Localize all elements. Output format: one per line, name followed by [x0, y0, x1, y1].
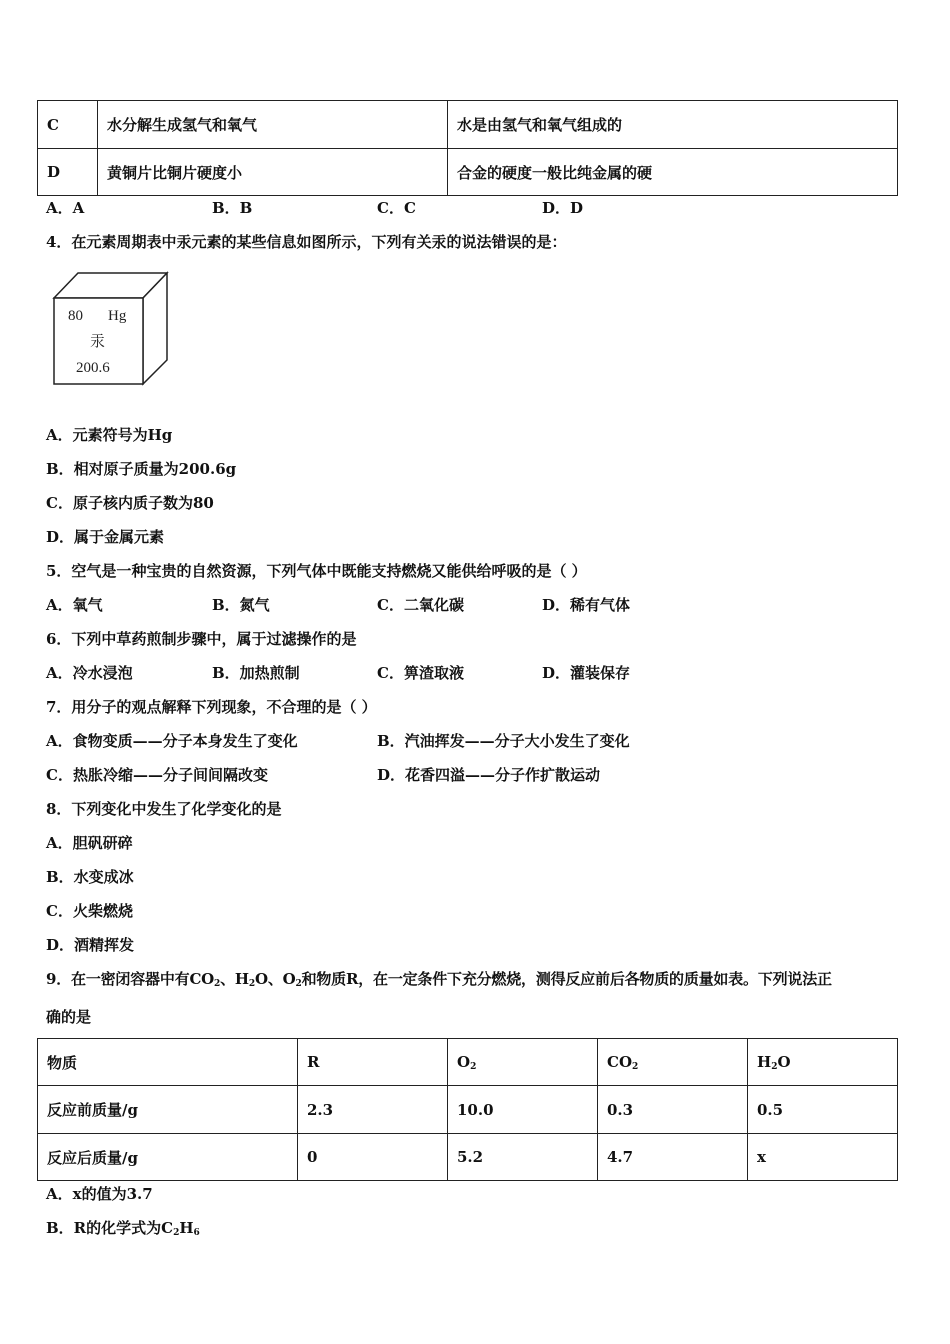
- table-header-row: [38, 1039, 898, 1086]
- q9-stem-subscript: 2: [295, 979, 302, 989]
- q3-option-b: B．B: [212, 199, 253, 217]
- formula-subscript: 2: [173, 1228, 180, 1238]
- formula-part: H: [757, 1053, 772, 1071]
- q7-stem: 7．用分子的观点解释下列现象，不合理的是（ ）: [46, 698, 377, 716]
- q9-stem-part: 和物质R，在一定条件下充分燃烧，测得反应前后各物质的质量如表。下列说法正: [301, 970, 832, 988]
- q8-stem: 8．下列变化中发生了化学变化的是: [46, 800, 282, 818]
- q8-option-c: C．火柴燃烧: [46, 902, 133, 920]
- formula-part: CO: [607, 1053, 633, 1071]
- phenomenon-cell: 黄铜片比铜片硬度小: [98, 149, 448, 196]
- phenomenon-cell: 水分解生成氢气和氧气: [98, 101, 448, 149]
- mass-cell: 0: [298, 1134, 448, 1181]
- explanation-cell: 水是由氢气和氧气组成的: [448, 101, 898, 149]
- q5-option-d: D．稀有气体: [542, 596, 631, 614]
- q7-option-a: A．食物变质——分子本身发生了变化: [46, 732, 298, 750]
- mass-cell: 4.7: [598, 1134, 748, 1181]
- q9-stem-part: O、O: [254, 970, 296, 988]
- q9-stem-subscript: 2: [214, 979, 221, 989]
- q9-stem-part: 9．在一密闭容器中有CO: [46, 970, 215, 988]
- formula-subscript: 2: [470, 1062, 477, 1072]
- q4-option-a: A．元素符号为Hg: [46, 426, 173, 444]
- table-row: [38, 101, 898, 149]
- formula-subscript: 2: [771, 1062, 778, 1072]
- q7-option-b: B．汽油挥发——分子大小发生了变化: [377, 732, 630, 750]
- q6-option-c: C．箅渣取液: [377, 664, 464, 682]
- row-letter: D: [38, 149, 98, 196]
- header-co2: [598, 1039, 748, 1086]
- q7-option-c: C．热胀冷缩——分子间间隔改变: [46, 766, 268, 784]
- table-row: [38, 1086, 898, 1134]
- q8-option-d: D．酒精挥发: [46, 936, 135, 954]
- q8-option-a: A．胆矾研碎: [46, 834, 133, 852]
- mass-cell: 10.0: [448, 1086, 598, 1134]
- formula-part: H: [179, 1219, 194, 1237]
- formula-subscript: 6: [193, 1228, 200, 1238]
- header-r: R: [298, 1039, 448, 1086]
- row-label: 反应后质量/g: [38, 1134, 298, 1181]
- header-substance: 物质: [38, 1039, 298, 1086]
- q5-option-a: A．氧气: [46, 596, 103, 614]
- q9-option-a: A．x的值为3.7: [46, 1185, 153, 1203]
- mass-cell: 2.3: [298, 1086, 448, 1134]
- q5-option-b: B．氮气: [212, 596, 270, 614]
- row-label: 反应前质量/g: [38, 1086, 298, 1134]
- q5-stem: 5．空气是一种宝贵的自然资源，下列气体中既能支持燃烧又能供给呼吸的是（ ）: [46, 562, 587, 580]
- q8-option-b: B．水变成冰: [46, 868, 134, 886]
- q5-option-c: C．二氧化碳: [377, 596, 464, 614]
- header-h2o: [748, 1039, 898, 1086]
- formula-part: O: [777, 1053, 791, 1071]
- atomic-mass: 200.6: [76, 360, 110, 376]
- q6-stem: 6．下列中草药煎制步骤中，属于过滤操作的是: [46, 630, 357, 648]
- row-letter: C: [38, 101, 98, 149]
- q4-stem: 4．在元素周期表中汞元素的某些信息如图所示，下列有关汞的说法错误的是：: [46, 233, 567, 251]
- q4-option-d: D．属于金属元素: [46, 528, 165, 546]
- q6-option-a: A．冷水浸泡: [46, 664, 133, 682]
- q7-option-d: D．花香四溢——分子作扩散运动: [377, 766, 601, 784]
- formula-subscript: 2: [632, 1062, 639, 1072]
- mass-cell: 0.5: [748, 1086, 898, 1134]
- element-symbol: Hg: [108, 308, 127, 324]
- q3-option-c: C．C: [377, 199, 416, 217]
- option-table: [37, 100, 898, 196]
- q3-option-a: A．A: [46, 199, 85, 217]
- atomic-number: 80: [68, 308, 83, 324]
- mass-cell: 5.2: [448, 1134, 598, 1181]
- q9-stem-subscript: 2: [248, 979, 255, 989]
- q4-option-b: B．相对原子质量为200.6g: [46, 460, 237, 478]
- explanation-cell: 合金的硬度一般比纯金属的硬: [448, 149, 898, 196]
- q6-option-d: D．灌装保存: [542, 664, 631, 682]
- mass-cell: x: [748, 1134, 898, 1181]
- formula-part: O: [457, 1053, 471, 1071]
- option-text: B．R的化学式为C: [46, 1219, 174, 1237]
- table-row: [38, 149, 898, 196]
- table-row: [38, 1134, 898, 1181]
- mass-table: [37, 1038, 898, 1181]
- q9-option-b: [46, 1218, 200, 1238]
- q9-stem: [46, 969, 832, 989]
- mass-cell: 0.3: [598, 1086, 748, 1134]
- q9-stem-part: 、H: [220, 970, 249, 988]
- element-name: 汞: [90, 332, 106, 350]
- q4-option-c: C．原子核内质子数为80: [46, 494, 214, 512]
- q6-option-b: B．加热煎制: [212, 664, 300, 682]
- mercury-element-cube-figure: [50, 270, 175, 388]
- header-o2: [448, 1039, 598, 1086]
- q3-option-d: D．D: [542, 199, 584, 217]
- q9-stem-line2: 确的是: [46, 1008, 92, 1026]
